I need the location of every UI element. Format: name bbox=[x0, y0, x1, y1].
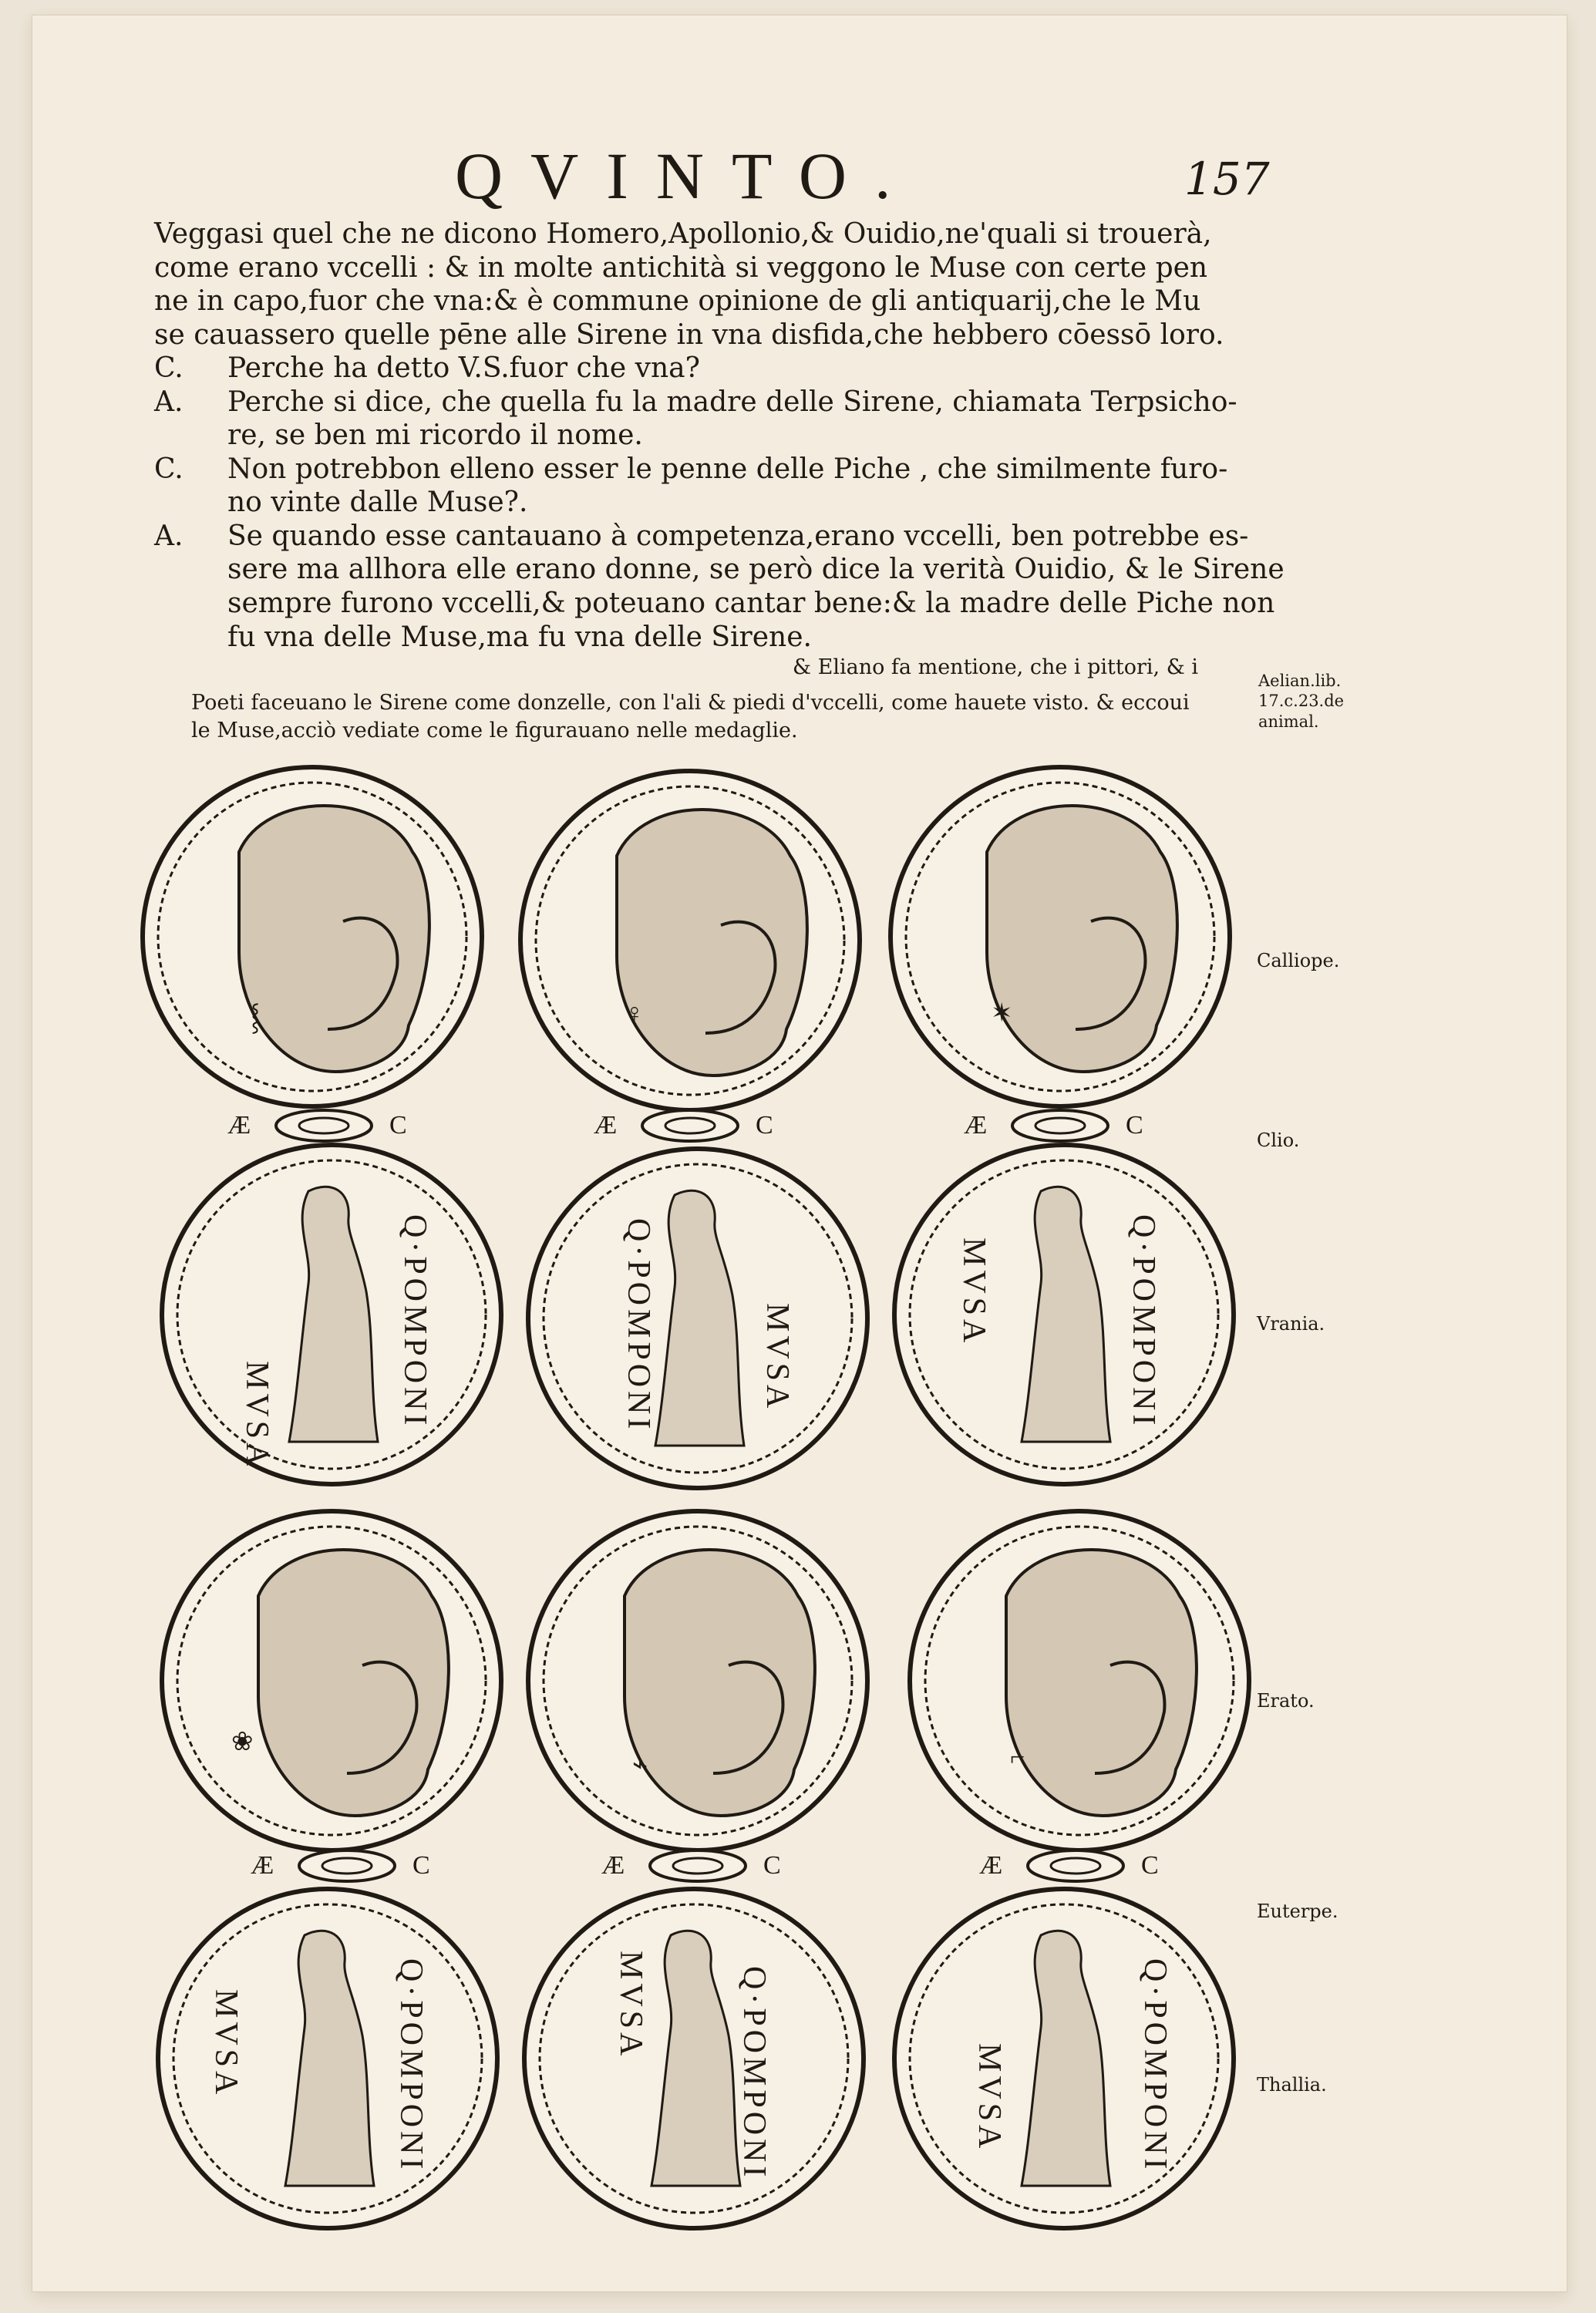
margin-note-line: 17.c.23.de bbox=[1258, 692, 1345, 711]
coin-mark: ♀ bbox=[625, 999, 645, 1028]
coin-figure bbox=[158, 1889, 497, 2228]
mint-mark: Æ bbox=[251, 1851, 274, 1880]
coin-figure bbox=[894, 1889, 1234, 2228]
coin-mark: ⸾ bbox=[251, 1003, 261, 1032]
coin-legend: Q·POMPONI bbox=[1126, 1214, 1161, 1429]
text-line: se cauassero quelle pēne alle Sirene in vna disfida,che hebbero cōessō loro. bbox=[154, 318, 1224, 351]
text-line: come erano vccelli : & in molte antichità si veggono le Muse con certe pen bbox=[154, 251, 1208, 284]
coin-grid bbox=[143, 767, 1249, 2228]
coin-legend: MVSA bbox=[239, 1361, 274, 1470]
dialogue-text: Non potrebbon elleno esser le penne delle Piche , che similmente furo- bbox=[227, 453, 1228, 485]
page-number: 157 bbox=[1184, 153, 1270, 205]
c-mark: C bbox=[412, 1851, 430, 1880]
small-line: le Muse,acciò vediate come le figurauano nelle medaglie. bbox=[191, 719, 798, 742]
c-mark: C bbox=[389, 1111, 407, 1140]
c-mark: C bbox=[763, 1851, 781, 1880]
coin-head bbox=[528, 1511, 867, 1850]
coin-head bbox=[143, 767, 482, 1106]
muse-label-calliope: Calliope. bbox=[1257, 950, 1340, 971]
dialogue-text: sempre furono vccelli,& poteuano cantar bene:& la madre delle Piche non bbox=[227, 588, 1275, 620]
coin-legend: MVSA bbox=[208, 1989, 244, 2099]
mint-mark: Æ bbox=[979, 1851, 1003, 1880]
coin-connector bbox=[979, 1850, 1159, 1881]
dialogue-text: sere ma allhora elle erano donne, se però dice la verità Ouidio, & le Sirene bbox=[227, 554, 1285, 586]
coin-legend: Q·POMPONI bbox=[393, 1958, 429, 2173]
coin-head bbox=[520, 771, 860, 1110]
muse-label-euterpe: Euterpe. bbox=[1257, 1901, 1338, 1922]
small-line: Poeti faceuano le Sirene come donzelle, con l'ali & piedi d'vccelli, come hauete visto. & eccoui bbox=[191, 691, 1190, 715]
coin-legend: MVSA bbox=[759, 1303, 795, 1412]
muse-label-erato: Erato. bbox=[1257, 1690, 1315, 1712]
text-line: ne in capo,fuor che vna:& è commune opinione de gli antiquarij,che le Mu bbox=[154, 285, 1201, 318]
mint-mark: Æ bbox=[964, 1111, 988, 1140]
coin-legend: Q·POMPONI bbox=[736, 1966, 772, 2181]
coin-head bbox=[891, 767, 1230, 1106]
coin-figure bbox=[894, 1145, 1234, 1484]
text-line: Veggasi quel che ne dicono Homero,Apollonio,& Ouidio,ne'quali si trouerà, bbox=[154, 218, 1212, 250]
muse-label-vrania: Vrania. bbox=[1257, 1313, 1325, 1335]
coin-connector bbox=[601, 1850, 781, 1881]
coin-mark: ⌁ bbox=[632, 1751, 648, 1779]
speaker-label: C. bbox=[154, 352, 184, 385]
dialogue-text: Se quando esse cantauano à competenza,erano vccelli, ben potrebbe es- bbox=[227, 520, 1249, 552]
speaker-label: C. bbox=[154, 453, 184, 485]
speaker-label: A. bbox=[154, 520, 184, 552]
coin-legend: MVSA bbox=[956, 1237, 992, 1347]
mint-mark: Æ bbox=[227, 1111, 251, 1140]
mint-mark: Æ bbox=[594, 1111, 618, 1140]
margin-note-line: Aelian.lib. bbox=[1258, 672, 1342, 690]
muse-label-clio: Clio. bbox=[1257, 1130, 1300, 1151]
dialogue-text: no vinte dalle Muse?. bbox=[227, 487, 528, 519]
coin-mark: ❀ bbox=[231, 1728, 254, 1756]
speaker-label: A. bbox=[154, 386, 184, 418]
c-mark: C bbox=[1126, 1111, 1143, 1140]
coin-figure bbox=[524, 1889, 864, 2228]
coin-head bbox=[910, 1511, 1249, 1850]
coin-figure bbox=[162, 1145, 501, 1484]
coin-legend: MVSA bbox=[971, 2043, 1007, 2153]
dialogue-text: Perche si dice, che quella fu la madre delle Sirene, chiamata Terpsicho- bbox=[227, 386, 1237, 418]
coin-connector bbox=[594, 1110, 773, 1141]
coin-mark: ⌐ bbox=[1010, 1743, 1025, 1772]
running-head: QVINTO. bbox=[455, 139, 919, 213]
dialogue-text: re, se ben mi ricordo il nome. bbox=[227, 419, 643, 452]
coin-figure bbox=[528, 1149, 867, 1488]
coin-legend: Q·POMPONI bbox=[397, 1214, 433, 1429]
c-mark: C bbox=[1141, 1851, 1159, 1880]
small-line: & Eliano fa mentione, che i pittori, & i bbox=[793, 655, 1198, 679]
margin-note-line: animal. bbox=[1258, 712, 1319, 731]
coin-head bbox=[162, 1511, 501, 1850]
coin-legend: Q·POMPONI bbox=[621, 1218, 656, 1433]
mint-mark: Æ bbox=[601, 1851, 625, 1880]
dialogue-text: Perche ha detto V.S.fuor che vna? bbox=[227, 352, 700, 385]
coin-connector bbox=[227, 1110, 407, 1141]
coin-connector bbox=[964, 1110, 1143, 1141]
coin-connector bbox=[251, 1850, 430, 1881]
dialogue-text: fu vna delle Muse,ma fu vna delle Sirene. bbox=[227, 621, 812, 653]
coin-legend: MVSA bbox=[613, 1951, 648, 2060]
muse-label-thallia: Thallia. bbox=[1257, 2074, 1327, 2096]
c-mark: C bbox=[756, 1111, 773, 1140]
coin-legend: Q·POMPONI bbox=[1137, 1958, 1173, 2173]
coin-mark: ✶ bbox=[991, 999, 1013, 1028]
